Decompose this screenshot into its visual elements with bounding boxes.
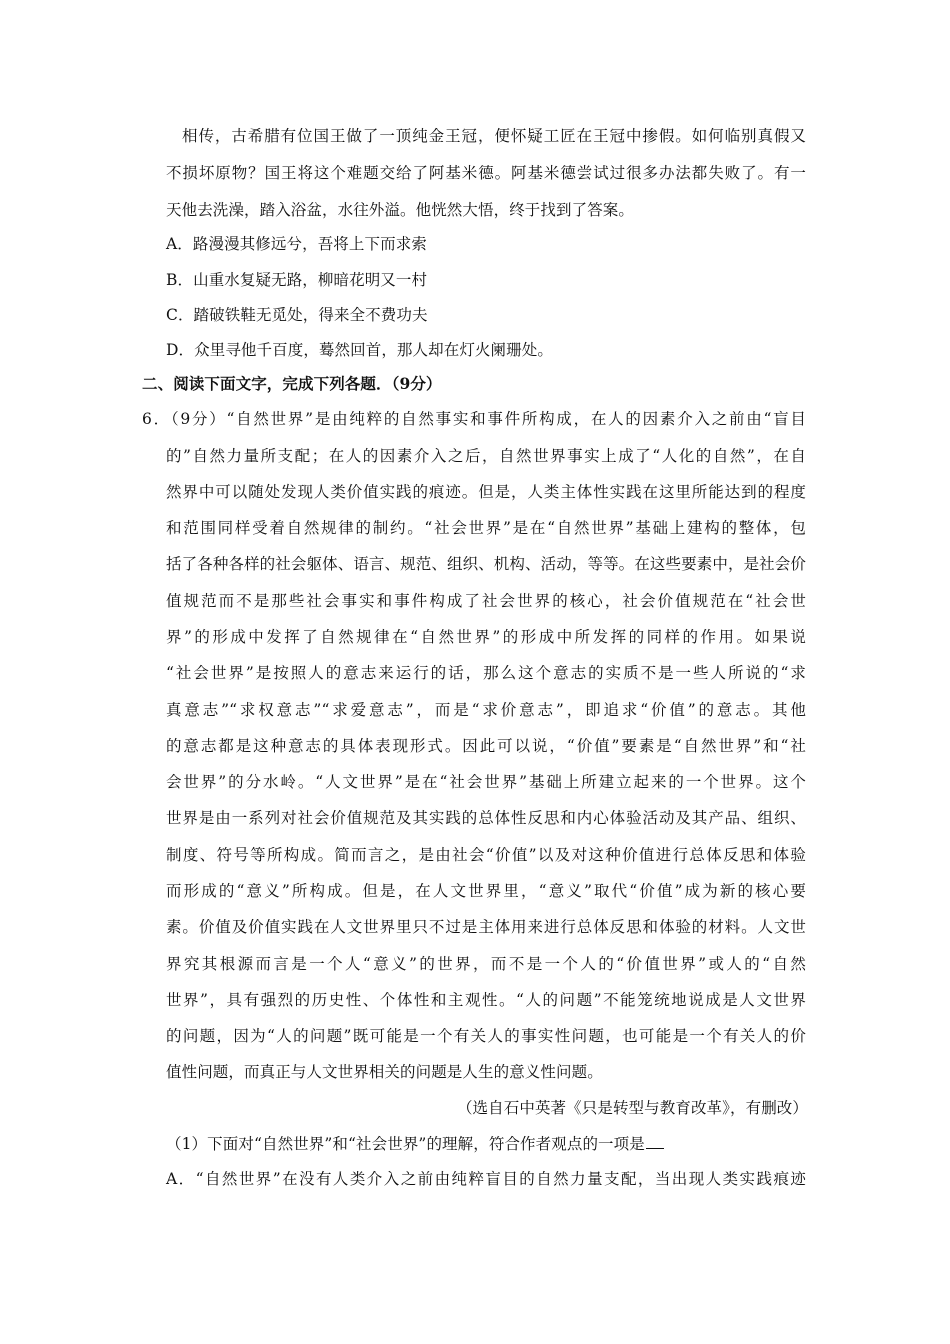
passage-line-12: 世界是由一系列对社会价值规范及其实践的总体性反思和内心体验活动及其产品、组织、 <box>166 809 806 827</box>
passage-line-18: 的问题，因为“人的问题”既可能是一个有关人的事实性问题，也可能是一个有关人的价 <box>166 1027 806 1045</box>
passage-line-16: 界究其根源而言是一个人“意义”的世界，而不是一个人的“价值世界”或人的“自然 <box>166 955 806 973</box>
question-1-option-a: A．“自然世界”在没有人类介入之前由纯粹盲目的自然力量支配，当出现人类实践痕迹 <box>166 1170 806 1188</box>
passage-line-2: 的”自然力量所支配；在人的因素介入之后，自然世界事实上成了“人化的自然”，在自 <box>166 447 806 465</box>
passage-line-6: 值规范而不是那些社会事实和事件构成了社会世界的核心，社会价值规范在“社会世 <box>166 592 806 610</box>
passage-line-10: 的意志都是这种意志的具体表现形式。因此可以说，“价值”要素是“自然世界”和“社 <box>166 737 806 755</box>
passage-line-9: 真意志”“求权意志”“求爱意志”，而是“求价意志”，即追求“价值”的意志。其他 <box>166 701 806 719</box>
story-line-3: 天他去洗澡，踏入浴盆，水往外溢。他恍然大悟，终于找到了答案。 <box>166 201 635 219</box>
passage-line-15: 素。价值及价值实践在人文世界里只不过是主体用来进行总体反思和体验的材料。人文世 <box>166 918 806 936</box>
story-line-1: 相传，古希腊有位国王做了一顶纯金王冠，便怀疑工匠在王冠中掺假。如何临别真假又 <box>182 127 806 145</box>
story-line-2: 不损坏原物？国王将这个难题交给了阿基米德。阿基米德尝试过很多办法都失败了。有一 <box>166 164 806 182</box>
passage-line-17: 世界”，具有强烈的历史性、个体性和主观性。“人的问题”不能笼统地说成是人文世界 <box>166 991 806 1009</box>
passage-line-4: 和范围同样受着自然规律的制约。“社会世界”是在“自然世界”基础上建构的整体，包 <box>166 519 806 537</box>
option-c: C．踏破铁鞋无觅处，得来全不费功夫 <box>166 306 428 324</box>
option-a: A．路漫漫其修远兮，吾将上下而求索 <box>166 235 427 253</box>
passage-line-8: “社会世界”是按照人的意志来运行的话，那么这个意志的实质不是一些人所说的“求 <box>166 664 806 682</box>
passage-line-3: 然界中可以随处发现人类价值实践的痕迹。但是，人类主体性实践在这里所能达到的程度 <box>166 483 806 501</box>
option-d: D．众里寻他千百度，蓦然回首，那人却在灯火阑珊处。 <box>166 341 553 359</box>
passage-line-13: 制度、符号等所构成。简而言之，是由社会“价值”以及对这种价值进行总体反思和体验 <box>166 846 806 864</box>
question-1-text: （1）下面对“自然世界”和“社会世界”的理解，符合作者观点的一项是 <box>166 1135 645 1153</box>
section-heading: 二、阅读下面文字，完成下列各题．（9分） <box>142 374 442 393</box>
passage-line-1: 6．（9分）“自然世界”是由纯粹的自然事实和事件所构成，在人的因素介入之前由“盲目 <box>142 410 806 428</box>
option-b: B．山重水复疑无路，柳暗花明又一村 <box>166 271 428 289</box>
question-1 <box>166 1133 664 1154</box>
passage-line-7: 界”的形成中发挥了自然规律在“自然世界”的形成中所发挥的同样的作用。如果说 <box>166 628 806 646</box>
passage-line-19: 值性问题，而真正与人文世界相关的问题是人生的意义性问题。 <box>166 1063 603 1081</box>
answer-blank <box>646 1133 664 1149</box>
passage-line-5: 括了各种各样的社会躯体、语言、规范、组织、机构、活动，等等。在这些要素中，是社会价 <box>166 555 806 573</box>
passage-line-14: 而形成的“意义”所构成。但是，在人文世界里，“意义”取代“价值”成为新的核心要 <box>166 882 806 900</box>
passage-line-11: 会世界”的分水岭。“人文世界”是在“社会世界”基础上所建立起来的一个世界。这个 <box>166 773 806 791</box>
source-note: （选自石中英著《只是转型与教育改革》，有删改） <box>456 1099 808 1117</box>
